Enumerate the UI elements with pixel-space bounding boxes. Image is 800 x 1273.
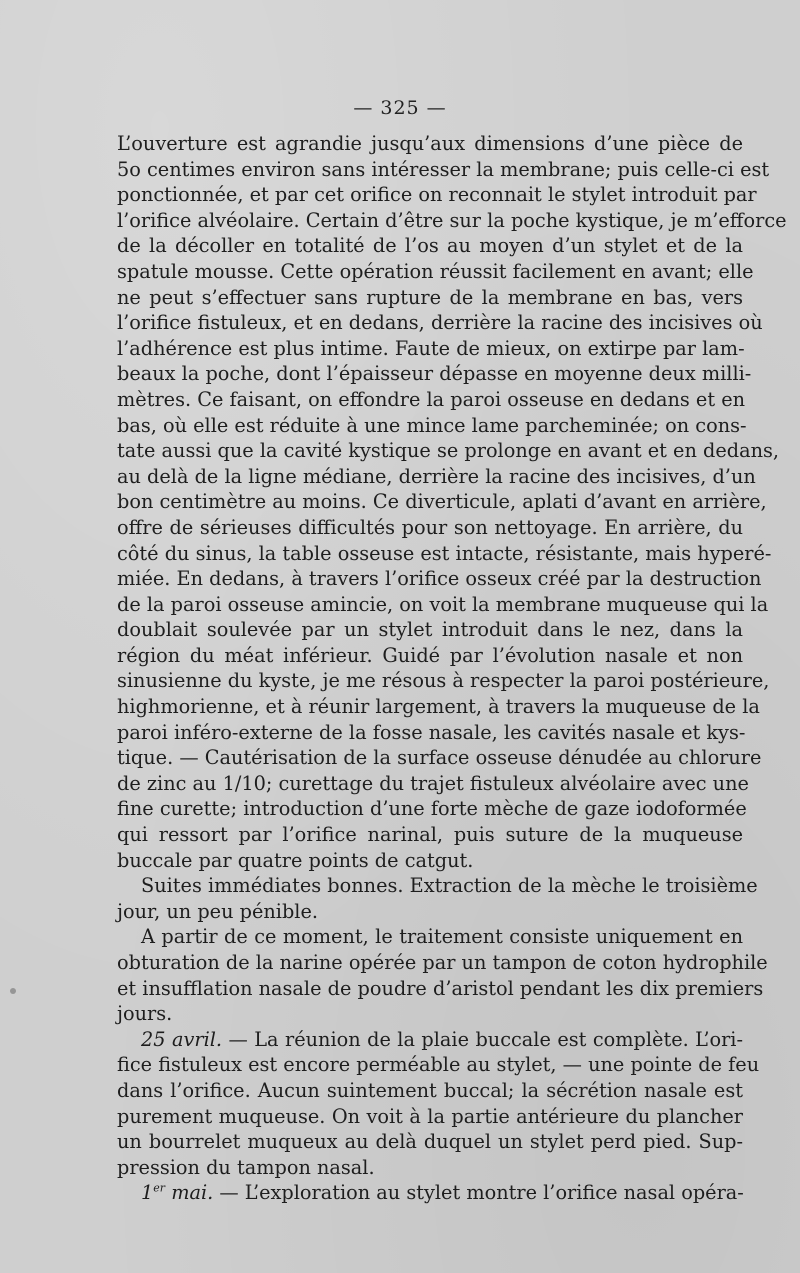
line-text: miée. En dedans, à travers l’orifice osseux créé par la destruction [117,567,762,591]
line-text: buccale par quatre points de catgut. [117,848,474,872]
text-line [117,310,763,336]
text-line [117,873,758,899]
date-superscript: er [153,1181,166,1195]
line-text: de la paroi osseuse amincie, on voit la membrane muqueuse qui la [117,592,769,616]
line-text: l’adhérence est plus intime. Faute de mieux, on extirpe par lam- [117,336,745,360]
line-text: ponctionnée, et par cet orifice on reconnait le stylet introduit par [117,183,757,207]
text-line [117,387,746,413]
line-text: l’orifice fistuleux, et en dedans, derrière la racine des incisives où [117,311,763,335]
body-text [117,131,787,1206]
text-line [117,361,752,387]
text-line [117,1180,743,1206]
line-text: highmorienne, et à réunir largement, à travers la muqueuse de la [117,695,760,719]
line-text: ne peut s’effectuer sans rupture de la membrane en bas, vers [117,285,743,309]
line-text: bas, où elle est réduite à une mince lame parcheminée; on cons- [117,413,747,437]
line-text: paroi inféro-externe de la fosse nasale, les cavités nasale et kys- [117,720,746,744]
text-line [117,720,746,746]
text-line [117,1027,743,1053]
line-text: l’orifice alvéolaire. Certain d’être sur la poche kystique, je m’efforce [117,208,787,232]
text-line [117,796,747,822]
line-text: 5o centimes environ sans intéresser la membrane; puis celle-ci est [117,157,770,181]
line-text: au delà de la ligne médiane, derrière la racine des incisives, d’un [117,464,756,488]
line-text: tate aussi que la cavité kystique se prolonge en avant et en dedans, [117,439,780,463]
line-text: et insufflation nasale de poudre d’aristol pendant les dix premiers [117,976,764,1000]
text-line [117,413,747,439]
line-text: de zinc au 1/10; curettage du trajet fistuleux alvéolaire avec une [117,771,749,795]
text-line [117,694,760,720]
line-text: sinusienne du kyste, je me résous à respecter la paroi postérieure, [117,669,770,693]
line-text: jour, un peu pénible. [117,899,319,923]
text-line [117,1078,743,1104]
date-label: mai. [165,1181,214,1205]
text-line [117,668,770,694]
text-line [117,131,743,157]
text-line [117,208,787,234]
line-text: tique. — Cautérisation de la surface osseuse dénudée au chlorure [117,746,762,770]
line-text: fine curette; introduction d’une forte mèche de gaze iodoformée [117,797,747,821]
date-label: 25 avril. [141,1027,223,1051]
text-line [117,771,749,797]
line-text: A partir de ce moment, le traitement consiste uniquement en [141,925,743,949]
text-line [117,1155,743,1181]
line-text: Suites immédiates bonnes. Extraction de la mèche le troisième [141,874,758,898]
line-text: beaux la poche, dont l’épaisseur dépasse en moyenne deux milli- [117,362,752,386]
text-line [117,182,757,208]
text-line [117,1001,743,1027]
text-line [117,643,743,669]
text-line [117,464,756,490]
text-line [117,489,767,515]
line-text: L’ouverture est agrandie jusqu’aux dimensions d’une pièce de [117,132,743,155]
text-line [117,592,769,618]
line-text: qui ressort par l’orifice narinal, puis suture de la muqueuse [117,823,743,847]
paper-speck [10,988,16,994]
line-text: — La réunion de la plaie buccale est complète. L’ori- [222,1027,743,1051]
line-text: un bourrelet muqueux au delà duquel un stylet perd pied. Sup- [117,1130,743,1154]
line-text: — L’exploration au stylet montre l’orifice nasal opéra- [213,1181,744,1205]
line-text: purement muqueuse. On voit à la partie antérieure du plancher [117,1104,743,1128]
text-line [117,822,743,848]
text-line [117,950,768,976]
line-text: bon centimètre au moins. Ce diverticule, aplati d’avant en arrière, [117,490,767,514]
line-text: dans l’orifice. Aucun suintement buccal; la sécrétion nasale est [117,1078,743,1102]
line-text: fice fistuleux est encore perméable au stylet, — une pointe de feu [117,1053,760,1077]
text-line [117,617,743,643]
text-line [117,899,743,925]
text-line [117,745,762,771]
text-line [117,1052,760,1078]
text-line [117,336,743,362]
text-line [117,566,762,592]
line-text: pression du tampon nasal. [117,1155,375,1179]
line-text: mètres. Ce faisant, on effondre la paroi osseuse en dedans et en [117,387,746,411]
line-text: de la décoller en totalité de l’os au moyen d’un stylet et de la [117,234,743,258]
text-line [117,259,754,285]
line-text: région du méat inférieur. Guidé par l’évolution nasale et non [117,643,743,667]
text-line [117,1104,743,1130]
line-text: offre de sérieuses difficultés pour son nettoyage. En arrière, du [117,515,743,539]
text-line [117,233,743,259]
line-text: obturation de la narine opérée par un tampon de coton hydrophile [117,951,768,974]
line-text: côté du sinus, la table osseuse est intacte, résistante, mais hyperé- [117,541,772,565]
line-text: doublait soulevée par un stylet introduit dans le nez, dans la [117,618,743,642]
text-line [117,1129,743,1155]
page-number: — 325 — [353,97,447,119]
text-line [117,285,743,311]
date-label: 1 [141,1181,154,1205]
text-line [117,924,743,950]
text-line [117,848,743,874]
line-text: spatule mousse. Cette opération réussit facilement en avant; elle [117,259,754,283]
text-line [117,157,770,183]
text-line [117,541,772,567]
text-line [117,976,764,1002]
text-line [117,515,743,541]
line-text: jours. [117,1002,173,1026]
text-line [117,438,780,464]
